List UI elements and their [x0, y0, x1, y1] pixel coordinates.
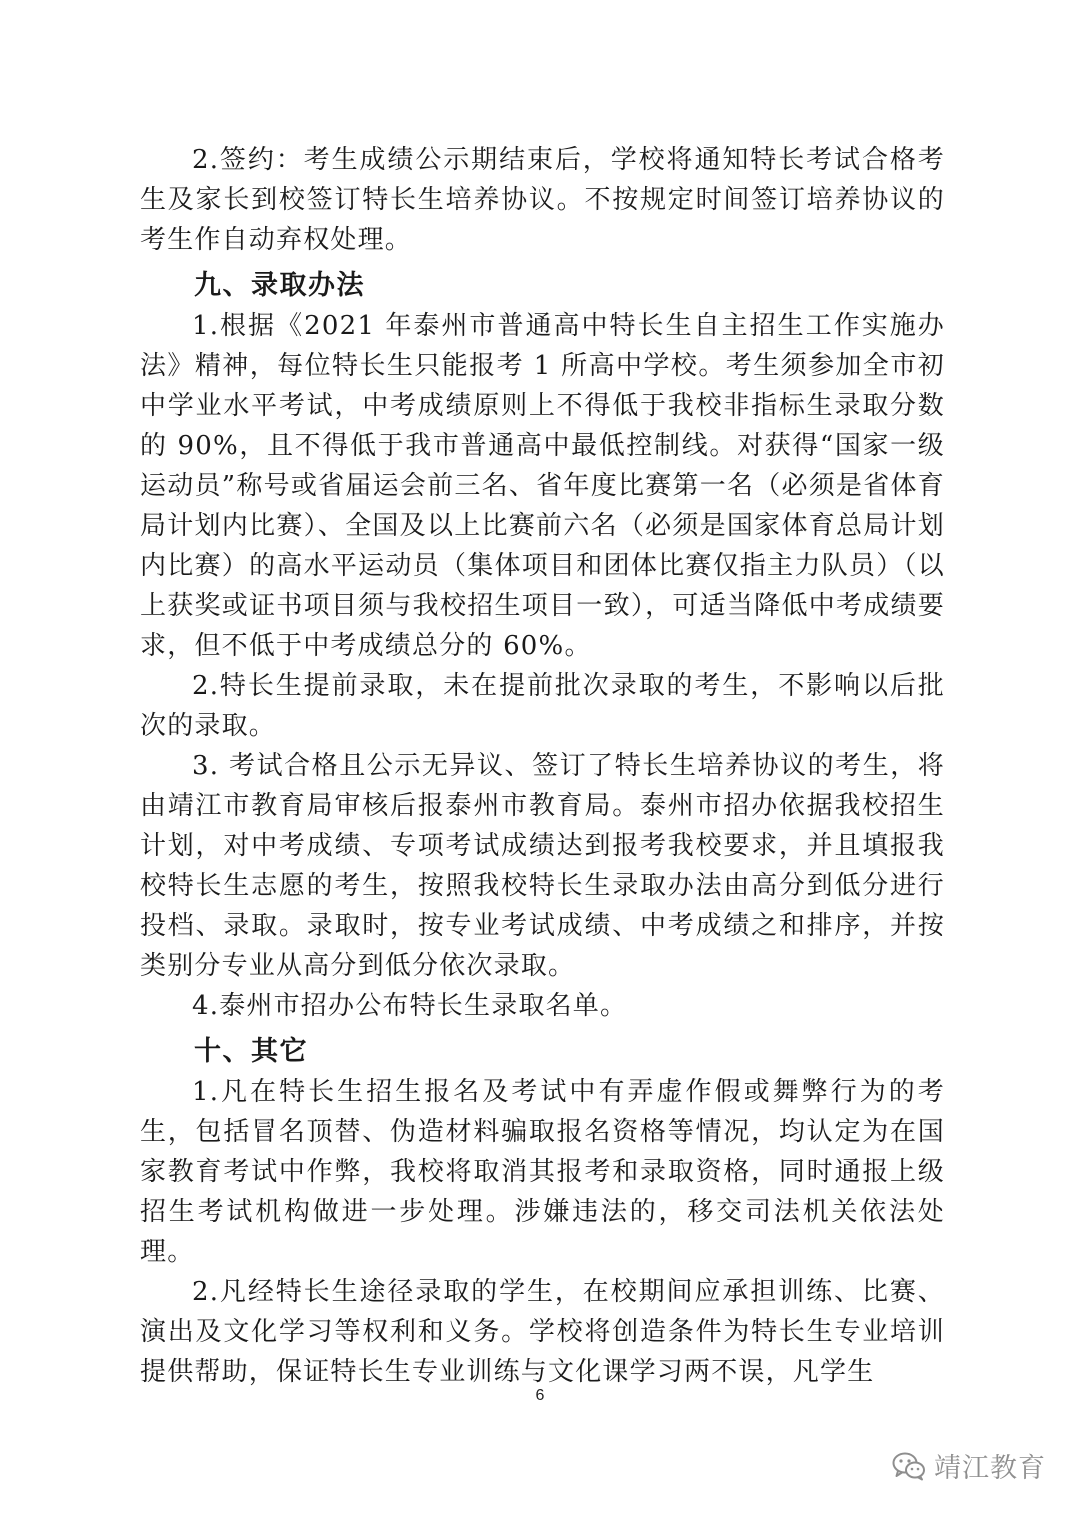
- paragraph-admission-4: 4.泰州市招办公布特长生录取名单。: [192, 991, 628, 1021]
- paragraph-admission-1: 1.根据《2021 年泰州市普通高中特长生自主招生工作实施办法》精神，每位特长生只能报考 1 所高中学校。考生须参加全市初中学业水平考试，中考成绩原则上不得低于我校非指标生录取分数的 90%，且不得低于我市普通高中最低控制线。对获得“国家一级运动员”称号或省届运会前三名、省年度比赛第一名（必须是省体育局计划内比赛）、全国及以上比赛前六名（必须是国家体育总局计划内比赛）的高水平运动员（集体项目和团体比赛仅指主力队员）（以上获奖或证书项目须与我校招生项目一致），可适当降低中考成绩要求，但不低于中考成绩总分的 60%。: [140, 311, 945, 661]
- watermark-label: 靖江教育: [934, 1453, 1046, 1484]
- paragraph-other-1: 1.凡在特长生招生报名及考试中有弄虚作假或舞弊行为的考生，包括冒名顶替、伪造材料骗取报名资格等情况，均认定为在国家教育考试中作弊，我校将取消其报考和录取资格，同时通报上级招生考试机构做进一步处理。涉嫌违法的，移交司法机关依法处理。: [140, 1077, 945, 1267]
- paragraph-admission-2: 2.特长生提前录取，未在提前批次录取的考生，不影响以后批次的录取。: [140, 671, 945, 741]
- wechat-watermark: [892, 1446, 1046, 1485]
- page-number: 6: [535, 1387, 545, 1404]
- section-heading-admission: 九、录取办法: [194, 270, 365, 301]
- section-heading-other: 十、其它: [194, 1036, 308, 1067]
- paragraph-admission-3: 3. 考试合格且公示无异议、签订了特长生培养协议的考生，将由靖江市教育局审核后报泰州市教育局。泰州市招办依据我校招生计划，对中考成绩、专项考试成绩达到报考我校要求，并且填报我校特长生志愿的考生，按照我校特长生录取办法由高分到低分进行投档、录取。录取时，按专业考试成绩、中考成绩之和排序，并按类别分专业从高分到低分依次录取。: [140, 751, 945, 981]
- wechat-icon: [892, 1451, 926, 1481]
- paragraph-other-2: 2.凡经特长生途径录取的学生，在校期间应承担训练、比赛、演出及文化学习等权利和义务。学校将创造条件为特长生专业培训提供帮助，保证特长生专业训练与文化课学习两不误，凡学生: [140, 1277, 945, 1387]
- paragraph-signing: 2.签约：考生成绩公示期结束后，学校将通知特长考试合格考生及家长到校签订特长生培养协议。不按规定时间签订培养协议的考生作自动弃权处理。: [140, 145, 945, 255]
- document-body: [140, 140, 945, 1392]
